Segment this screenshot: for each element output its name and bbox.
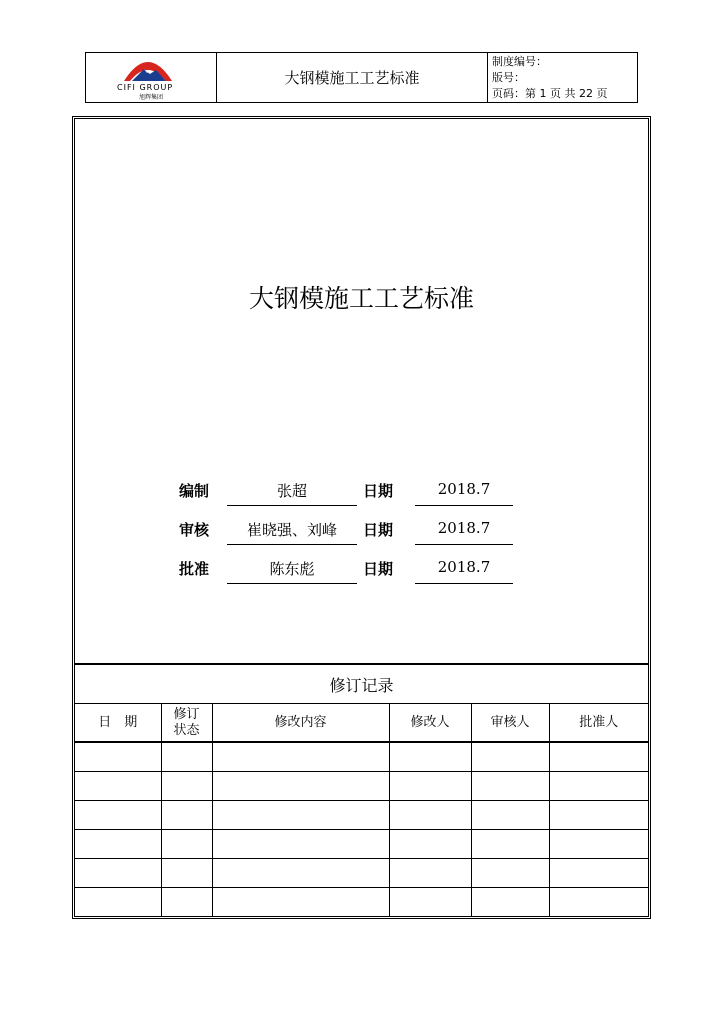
signoff-row-review — [179, 519, 519, 557]
col-reviewer: 审核人 — [471, 704, 549, 743]
revision-cell — [471, 772, 549, 801]
revision-cell — [549, 801, 648, 830]
col-status — [161, 704, 212, 743]
signoff-date: 2018.7 — [437, 519, 491, 537]
revision-cell — [161, 859, 212, 888]
document-frame — [72, 116, 651, 919]
underline — [415, 583, 513, 584]
revision-cell — [212, 801, 389, 830]
revision-cell — [75, 830, 161, 859]
header-title: 大钢模施工工艺标准 — [217, 53, 488, 102]
revision-cell — [212, 830, 389, 859]
revision-row — [75, 801, 648, 830]
revision-row — [75, 830, 648, 859]
document-title: 大钢模施工工艺标准 — [248, 284, 474, 313]
signoff-row-approve — [179, 558, 519, 596]
logo-text-cn: 旭辉集团 — [139, 94, 164, 101]
signoff-name: 张超 — [276, 482, 307, 500]
col-date: 日 期 — [75, 704, 161, 743]
version-label: 版号： — [492, 71, 525, 84]
revision-cell — [161, 830, 212, 859]
signoff-row-compile — [179, 480, 519, 518]
revision-cell — [212, 772, 389, 801]
revision-cell — [389, 830, 471, 859]
revision-cell — [549, 888, 648, 917]
revision-row — [75, 742, 648, 772]
revision-cell — [75, 801, 161, 830]
underline — [227, 505, 357, 506]
revision-cell — [75, 859, 161, 888]
revision-cell — [549, 830, 648, 859]
revision-caption: 修订记录 — [75, 664, 648, 704]
col-content: 修改内容 — [212, 704, 389, 743]
underline — [415, 544, 513, 545]
col-modifier: 修改人 — [389, 704, 471, 743]
revision-cell — [389, 801, 471, 830]
revision-row — [75, 888, 648, 917]
date-label: 日期 — [363, 560, 394, 578]
revision-cell — [161, 772, 212, 801]
revision-cell — [75, 888, 161, 917]
signoff-label: 批准 — [179, 560, 210, 578]
revision-cell — [212, 742, 389, 772]
header-meta — [488, 53, 637, 102]
date-label: 日期 — [363, 482, 394, 500]
logo-text-en: CIFI GROUP — [117, 83, 174, 92]
signoff-label: 编制 — [179, 482, 210, 500]
page-info: 页码：第 1 页 共 22 页 — [492, 87, 608, 100]
signoff-name: 陈东彪 — [269, 560, 315, 578]
underline — [227, 583, 357, 584]
underline — [415, 505, 513, 506]
revision-cell — [471, 742, 549, 772]
revision-cell — [471, 830, 549, 859]
revision-cell — [471, 859, 549, 888]
revision-cell — [161, 888, 212, 917]
revision-row — [75, 859, 648, 888]
revision-cell — [75, 742, 161, 772]
revision-cell — [471, 888, 549, 917]
revision-cell — [161, 801, 212, 830]
revision-cell — [549, 859, 648, 888]
revision-body — [75, 742, 648, 916]
revision-cell — [471, 801, 549, 830]
doc-number-label: 制度编号： — [492, 55, 547, 68]
page-header — [85, 52, 638, 103]
company-logo — [86, 53, 217, 102]
col-status-label: 修订 状态 — [173, 706, 200, 738]
revision-cell — [389, 859, 471, 888]
revision-cell — [389, 888, 471, 917]
revision-table — [75, 663, 648, 916]
signoff-date: 2018.7 — [437, 558, 491, 576]
date-label: 日期 — [363, 521, 394, 539]
signoff-date: 2018.7 — [437, 480, 491, 498]
revision-cell — [212, 888, 389, 917]
revision-cell — [161, 742, 212, 772]
underline — [227, 544, 357, 545]
revision-cell — [212, 859, 389, 888]
revision-cell — [389, 742, 471, 772]
revision-header-row — [75, 704, 648, 743]
signoff-label: 审核 — [179, 521, 210, 539]
signoff-name: 崔晓强、刘峰 — [246, 521, 337, 539]
revision-cell — [389, 772, 471, 801]
revision-row — [75, 772, 648, 801]
mountain-logo-icon — [122, 57, 174, 83]
revision-cell — [549, 742, 648, 772]
col-approver: 批准人 — [549, 704, 648, 743]
revision-cell — [75, 772, 161, 801]
revision-cell — [549, 772, 648, 801]
